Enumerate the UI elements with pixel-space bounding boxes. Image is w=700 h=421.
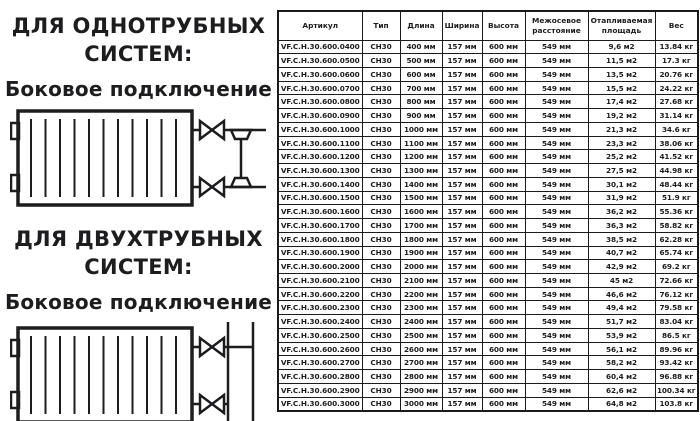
table-row	[278, 95, 698, 109]
table-row	[278, 54, 698, 68]
cell-width: 157 мм	[442, 191, 482, 205]
radiator-icon	[11, 328, 192, 421]
cell-weight: 34.6 кг	[655, 122, 698, 136]
one-pipe-subtitle: Боковое подключение	[4, 77, 273, 102]
cell-height: 600 мм	[482, 205, 525, 219]
cell-article: VF.C.H.30.600.0400	[278, 40, 362, 54]
cell-weight: 76.12 кг	[655, 287, 698, 301]
cell-weight: 89.96 кг	[655, 342, 698, 356]
cell-axle-distance: 549 мм	[525, 109, 588, 123]
header-length: Длина	[400, 11, 442, 40]
cell-length: 2700 мм	[400, 356, 442, 370]
cell-type: CH30	[362, 95, 400, 109]
cell-type: CH30	[362, 81, 400, 95]
spec-table-header	[278, 11, 698, 40]
cell-length: 900 мм	[400, 109, 442, 123]
table-row	[278, 81, 698, 95]
return-pipe	[192, 395, 228, 413]
cell-weight: 24.22 кг	[655, 81, 698, 95]
cell-height: 600 мм	[482, 136, 525, 150]
cell-article: VF.C.H.30.600.2900	[278, 383, 362, 397]
table-row	[278, 177, 698, 191]
cell-length: 500 мм	[400, 54, 442, 68]
cell-axle-distance: 549 мм	[525, 397, 588, 411]
cell-length: 1300 мм	[400, 164, 442, 178]
header-row	[278, 11, 698, 40]
cell-weight: 86.5 кг	[655, 328, 698, 342]
cell-type: CH30	[362, 67, 400, 81]
cell-weight: 100.34 кг	[655, 383, 698, 397]
cell-height: 600 мм	[482, 397, 525, 411]
cell-length: 400 мм	[400, 40, 442, 54]
cell-heated-area: 9,6 м2	[588, 40, 655, 54]
cell-height: 600 мм	[482, 219, 525, 233]
cell-weight: 44.98 кг	[655, 164, 698, 178]
cell-height: 600 мм	[482, 342, 525, 356]
cell-height: 600 мм	[482, 54, 525, 68]
cell-width: 157 мм	[442, 109, 482, 123]
cell-width: 157 мм	[442, 315, 482, 329]
table-row	[278, 67, 698, 81]
cell-length: 3000 мм	[400, 397, 442, 411]
cell-weight: 17.3 кг	[655, 54, 698, 68]
cell-weight: 69.2 кг	[655, 260, 698, 274]
cell-heated-area: 40,7 м2	[588, 246, 655, 260]
cell-width: 157 мм	[442, 260, 482, 274]
valve-icon	[200, 178, 224, 196]
cell-article: VF.C.H.30.600.1900	[278, 246, 362, 260]
cell-width: 157 мм	[442, 273, 482, 287]
valve-icon	[200, 338, 224, 356]
header-width: Ширина	[442, 11, 482, 40]
cell-length: 700 мм	[400, 81, 442, 95]
cell-height: 600 мм	[482, 273, 525, 287]
cell-width: 157 мм	[442, 164, 482, 178]
cell-article: VF.C.H.30.600.2600	[278, 342, 362, 356]
cell-length: 2300 мм	[400, 301, 442, 315]
cell-length: 2900 мм	[400, 383, 442, 397]
two-pipe-heading	[0, 226, 277, 281]
cell-weight: 79.58 кг	[655, 301, 698, 315]
cell-article: VF.C.H.30.600.0500	[278, 54, 362, 68]
header-type: Тип	[362, 11, 400, 40]
table-row	[278, 260, 698, 274]
cell-height: 600 мм	[482, 246, 525, 260]
cell-type: CH30	[362, 397, 400, 411]
cell-type: CH30	[362, 301, 400, 315]
cell-axle-distance: 549 мм	[525, 150, 588, 164]
cell-article: VF.C.H.30.600.2000	[278, 260, 362, 274]
cell-type: CH30	[362, 260, 400, 274]
cell-width: 157 мм	[442, 383, 482, 397]
cell-type: CH30	[362, 205, 400, 219]
cell-weight: 38.06 кг	[655, 136, 698, 150]
cell-length: 600 мм	[400, 67, 442, 81]
valve-icon	[200, 395, 224, 413]
cell-axle-distance: 549 мм	[525, 315, 588, 329]
two-pipe-connection-diagram	[10, 321, 268, 421]
return-pipe	[192, 178, 266, 196]
cell-article: VF.C.H.30.600.1400	[278, 177, 362, 191]
cell-length: 1800 мм	[400, 232, 442, 246]
cell-type: CH30	[362, 150, 400, 164]
cell-width: 157 мм	[442, 122, 482, 136]
cell-length: 2500 мм	[400, 328, 442, 342]
cell-heated-area: 58,2 м2	[588, 356, 655, 370]
cell-height: 600 мм	[482, 122, 525, 136]
cell-axle-distance: 549 мм	[525, 260, 588, 274]
cell-height: 600 мм	[482, 383, 525, 397]
cell-height: 600 мм	[482, 164, 525, 178]
cell-length: 1400 мм	[400, 177, 442, 191]
cell-length: 1100 мм	[400, 136, 442, 150]
cell-weight: 93.42 кг	[655, 356, 698, 370]
table-row	[278, 342, 698, 356]
cell-height: 600 мм	[482, 232, 525, 246]
cell-height: 600 мм	[482, 177, 525, 191]
cell-heated-area: 13,5 м2	[588, 67, 655, 81]
cell-article: VF.C.H.30.600.1700	[278, 219, 362, 233]
two-pipe-heading-line2: СИСТЕМ:	[84, 254, 193, 279]
cell-article: VF.C.H.30.600.1100	[278, 136, 362, 150]
cell-type: CH30	[362, 219, 400, 233]
cell-axle-distance: 549 мм	[525, 95, 588, 109]
cell-heated-area: 51,7 м2	[588, 315, 655, 329]
cell-length: 2400 мм	[400, 315, 442, 329]
cell-type: CH30	[362, 164, 400, 178]
cell-weight: 72.66 кг	[655, 273, 698, 287]
cell-axle-distance: 549 мм	[525, 383, 588, 397]
table-row	[278, 40, 698, 54]
cell-width: 157 мм	[442, 40, 482, 54]
cell-width: 157 мм	[442, 150, 482, 164]
table-row	[278, 191, 698, 205]
cell-length: 1900 мм	[400, 246, 442, 260]
cell-axle-distance: 549 мм	[525, 301, 588, 315]
cell-weight: 65.74 кг	[655, 246, 698, 260]
cell-length: 1000 мм	[400, 122, 442, 136]
cell-heated-area: 17,4 м2	[588, 95, 655, 109]
cell-axle-distance: 549 мм	[525, 219, 588, 233]
table-row	[278, 164, 698, 178]
cell-article: VF.C.H.30.600.1500	[278, 191, 362, 205]
riser-pipes	[228, 322, 253, 421]
cell-height: 600 мм	[482, 260, 525, 274]
cell-heated-area: 45 м2	[588, 273, 655, 287]
cell-width: 157 мм	[442, 205, 482, 219]
cell-height: 600 мм	[482, 150, 525, 164]
cell-axle-distance: 549 мм	[525, 40, 588, 54]
cell-heated-area: 64,8 м2	[588, 397, 655, 411]
header-axle-distance: Межосевое расстояние	[525, 11, 588, 40]
cell-axle-distance: 549 мм	[525, 246, 588, 260]
cell-article: VF.C.H.30.600.2400	[278, 315, 362, 329]
cell-width: 157 мм	[442, 397, 482, 411]
two-pipe-diagram-wrap	[0, 321, 277, 421]
cell-width: 157 мм	[442, 81, 482, 95]
cell-type: CH30	[362, 370, 400, 384]
cell-height: 600 мм	[482, 301, 525, 315]
cell-heated-area: 53,9 м2	[588, 328, 655, 342]
cell-heated-area: 42,9 м2	[588, 260, 655, 274]
cell-heated-area: 21,3 м2	[588, 122, 655, 136]
table-row	[278, 219, 698, 233]
spec-table-body	[278, 40, 698, 411]
one-pipe-section	[0, 13, 277, 212]
cell-width: 157 мм	[442, 328, 482, 342]
cell-width: 157 мм	[442, 246, 482, 260]
one-pipe-heading-line1: ДЛЯ ОДНОТРУБНЫХ	[11, 14, 266, 38]
cell-type: CH30	[362, 40, 400, 54]
cell-article: VF.C.H.30.600.2700	[278, 356, 362, 370]
cell-weight: 48.44 кг	[655, 177, 698, 191]
cell-length: 1200 мм	[400, 150, 442, 164]
cell-height: 600 мм	[482, 191, 525, 205]
cell-length: 800 мм	[400, 95, 442, 109]
cell-height: 600 мм	[482, 356, 525, 370]
tee-fitting-icon	[231, 130, 251, 139]
cell-heated-area: 49,4 м2	[588, 301, 655, 315]
cell-article: VF.C.H.30.600.1300	[278, 164, 362, 178]
header-heated-area: Отапливаемая площадь	[588, 11, 655, 40]
table-row	[278, 287, 698, 301]
cell-article: VF.C.H.30.600.0600	[278, 67, 362, 81]
table-row	[278, 315, 698, 329]
cell-axle-distance: 549 мм	[525, 205, 588, 219]
cell-width: 157 мм	[442, 95, 482, 109]
tee-fitting-icon	[231, 178, 251, 187]
one-pipe-connection-diagram	[10, 108, 268, 208]
table-row	[278, 232, 698, 246]
cell-weight: 96.88 кг	[655, 370, 698, 384]
cell-heated-area: 31,9 м2	[588, 191, 655, 205]
cell-height: 600 мм	[482, 287, 525, 301]
table-row	[278, 205, 698, 219]
table-row	[278, 273, 698, 287]
table-row	[278, 370, 698, 384]
cell-width: 157 мм	[442, 54, 482, 68]
cell-weight: 62.28 кг	[655, 232, 698, 246]
cell-heated-area: 56,1 м2	[588, 342, 655, 356]
table-row	[278, 122, 698, 136]
cell-heated-area: 38,5 м2	[588, 232, 655, 246]
cell-length: 1500 мм	[400, 191, 442, 205]
cell-axle-distance: 549 мм	[525, 164, 588, 178]
cell-length: 2800 мм	[400, 370, 442, 384]
header-height: Высота	[482, 11, 525, 40]
cell-length: 1600 мм	[400, 205, 442, 219]
header-article: Артикул	[278, 11, 362, 40]
cell-width: 157 мм	[442, 301, 482, 315]
cell-width: 157 мм	[442, 342, 482, 356]
header-weight: Вес	[655, 11, 698, 40]
cell-type: CH30	[362, 383, 400, 397]
table-row	[278, 136, 698, 150]
cell-article: VF.C.H.30.600.2300	[278, 301, 362, 315]
supply-pipe	[192, 338, 253, 356]
cell-type: CH30	[362, 356, 400, 370]
cell-type: CH30	[362, 328, 400, 342]
cell-weight: 58.82 кг	[655, 219, 698, 233]
cell-heated-area: 27,5 м2	[588, 164, 655, 178]
cell-axle-distance: 549 мм	[525, 54, 588, 68]
cell-heated-area: 60,4 м2	[588, 370, 655, 384]
cell-axle-distance: 549 мм	[525, 177, 588, 191]
table-row	[278, 109, 698, 123]
cell-width: 157 мм	[442, 219, 482, 233]
cell-axle-distance: 549 мм	[525, 67, 588, 81]
cell-axle-distance: 549 мм	[525, 122, 588, 136]
one-pipe-heading-line2: СИСТЕМ:	[84, 41, 193, 66]
cell-weight: 41.52 кг	[655, 150, 698, 164]
radiator-fins	[31, 119, 176, 197]
cell-heated-area: 36,2 м2	[588, 205, 655, 219]
cell-weight: 31.14 кг	[655, 109, 698, 123]
cell-axle-distance: 549 мм	[525, 191, 588, 205]
table-row	[278, 383, 698, 397]
cell-height: 600 мм	[482, 40, 525, 54]
cell-width: 157 мм	[442, 67, 482, 81]
cell-type: CH30	[362, 273, 400, 287]
cell-width: 157 мм	[442, 287, 482, 301]
cell-heated-area: 36,3 м2	[588, 219, 655, 233]
cell-width: 157 мм	[442, 232, 482, 246]
cell-width: 157 мм	[442, 177, 482, 191]
cell-axle-distance: 549 мм	[525, 370, 588, 384]
valve-icon	[200, 121, 224, 139]
cell-width: 157 мм	[442, 136, 482, 150]
cell-type: CH30	[362, 342, 400, 356]
cell-height: 600 мм	[482, 328, 525, 342]
cell-height: 600 мм	[482, 109, 525, 123]
cell-type: CH30	[362, 109, 400, 123]
cell-height: 600 мм	[482, 81, 525, 95]
cell-weight: 83.04 кг	[655, 315, 698, 329]
cell-height: 600 мм	[482, 67, 525, 81]
cell-height: 600 мм	[482, 95, 525, 109]
cell-article: VF.C.H.30.600.0700	[278, 81, 362, 95]
cell-article: VF.C.H.30.600.1000	[278, 122, 362, 136]
cell-axle-distance: 549 мм	[525, 287, 588, 301]
cell-type: CH30	[362, 136, 400, 150]
cell-length: 1700 мм	[400, 219, 442, 233]
table-row	[278, 397, 698, 411]
cell-heated-area: 62,6 м2	[588, 383, 655, 397]
cell-type: CH30	[362, 315, 400, 329]
radiator-icon	[11, 111, 192, 205]
cell-heated-area: 30,1 м2	[588, 177, 655, 191]
cell-heated-area: 46,6 м2	[588, 287, 655, 301]
cell-axle-distance: 549 мм	[525, 81, 588, 95]
cell-article: VF.C.H.30.600.1800	[278, 232, 362, 246]
cell-type: CH30	[362, 191, 400, 205]
cell-axle-distance: 549 мм	[525, 356, 588, 370]
cell-article: VF.C.H.30.600.2500	[278, 328, 362, 342]
table-row	[278, 328, 698, 342]
connection-schemes-panel	[0, 0, 277, 421]
cell-length: 2200 мм	[400, 287, 442, 301]
cell-length: 2100 мм	[400, 273, 442, 287]
two-pipe-section	[0, 226, 277, 421]
cell-article: VF.C.H.30.600.2100	[278, 273, 362, 287]
cell-article: VF.C.H.30.600.0800	[278, 95, 362, 109]
table-row	[278, 246, 698, 260]
table-row	[278, 301, 698, 315]
cell-heated-area: 25,2 м2	[588, 150, 655, 164]
cell-article: VF.C.H.30.600.2800	[278, 370, 362, 384]
cell-article: VF.C.H.30.600.0900	[278, 109, 362, 123]
cell-article: VF.C.H.30.600.3000	[278, 397, 362, 411]
table-row	[278, 150, 698, 164]
cell-axle-distance: 549 мм	[525, 232, 588, 246]
cell-type: CH30	[362, 122, 400, 136]
radiator-spec-table	[277, 10, 699, 412]
cell-width: 157 мм	[442, 370, 482, 384]
cell-weight: 13.84 кг	[655, 40, 698, 54]
cell-type: CH30	[362, 232, 400, 246]
two-pipe-heading-line1: ДЛЯ ДВУХТРУБНЫХ	[14, 227, 263, 251]
two-pipe-subtitle: Боковое подключение	[4, 290, 273, 315]
cell-type: CH30	[362, 54, 400, 68]
one-pipe-heading	[0, 13, 277, 68]
cell-type: CH30	[362, 287, 400, 301]
supply-pipe	[192, 121, 266, 139]
radiator-fins	[31, 336, 176, 414]
cell-axle-distance: 549 мм	[525, 342, 588, 356]
cell-heated-area: 19,2 м2	[588, 109, 655, 123]
cell-article: VF.C.H.30.600.1200	[278, 150, 362, 164]
one-pipe-diagram-wrap	[0, 108, 277, 212]
cell-axle-distance: 549 мм	[525, 328, 588, 342]
cell-heated-area: 23,3 м2	[588, 136, 655, 150]
cell-axle-distance: 549 мм	[525, 273, 588, 287]
cell-type: CH30	[362, 177, 400, 191]
cell-height: 600 мм	[482, 370, 525, 384]
cell-article: VF.C.H.30.600.1600	[278, 205, 362, 219]
cell-weight: 20.76 кг	[655, 67, 698, 81]
cell-heated-area: 15,5 м2	[588, 81, 655, 95]
cell-length: 2600 мм	[400, 342, 442, 356]
cell-length: 2000 мм	[400, 260, 442, 274]
cell-axle-distance: 549 мм	[525, 136, 588, 150]
table-row	[278, 356, 698, 370]
cell-weight: 27.68 кг	[655, 95, 698, 109]
cell-height: 600 мм	[482, 315, 525, 329]
cell-article: VF.C.H.30.600.2200	[278, 287, 362, 301]
cell-heated-area: 11,5 м2	[588, 54, 655, 68]
cell-weight: 103.8 кг	[655, 397, 698, 411]
cell-width: 157 мм	[442, 356, 482, 370]
cell-weight: 55.36 кг	[655, 205, 698, 219]
cell-type: CH30	[362, 246, 400, 260]
cell-weight: 51.9 кг	[655, 191, 698, 205]
